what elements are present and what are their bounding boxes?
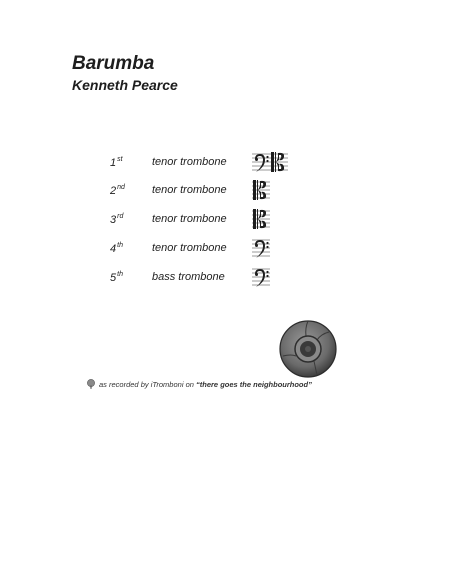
composer-name: Kenneth Pearce — [72, 77, 178, 93]
bass-clef-icon — [255, 240, 269, 258]
part-clefs — [252, 207, 270, 231]
piece-title: Barumba — [72, 53, 155, 74]
part-row — [0, 209, 450, 231]
part-row — [0, 152, 450, 174]
recording-note — [86, 379, 386, 391]
recording-disc-icon — [277, 318, 339, 385]
part-row — [0, 238, 450, 260]
part-ordinal: 3rd — [110, 213, 124, 226]
part-instrument: tenor trombone — [152, 213, 227, 225]
bass-clef-icon — [255, 154, 269, 172]
part-clefs — [252, 236, 270, 260]
recording-prefix: as recorded by iTromboni on — [99, 379, 194, 389]
part-ordinal: 5th — [110, 271, 123, 284]
tree-icon — [86, 379, 96, 391]
part-clefs — [252, 150, 288, 174]
part-instrument: bass trombone — [152, 271, 225, 283]
part-row — [0, 180, 450, 202]
part-ordinal: 1st — [110, 156, 123, 169]
part-instrument: tenor trombone — [152, 184, 227, 196]
part-row — [0, 267, 450, 289]
bass-clef-icon — [255, 269, 269, 287]
part-clefs — [252, 178, 270, 202]
part-ordinal: 2nd — [110, 184, 125, 197]
part-ordinal: 4th — [110, 242, 123, 255]
part-instrument: tenor trombone — [152, 156, 227, 168]
part-clefs — [252, 265, 270, 289]
album-title: “there goes the neighbourhood” — [196, 379, 312, 389]
part-instrument: tenor trombone — [152, 242, 227, 254]
